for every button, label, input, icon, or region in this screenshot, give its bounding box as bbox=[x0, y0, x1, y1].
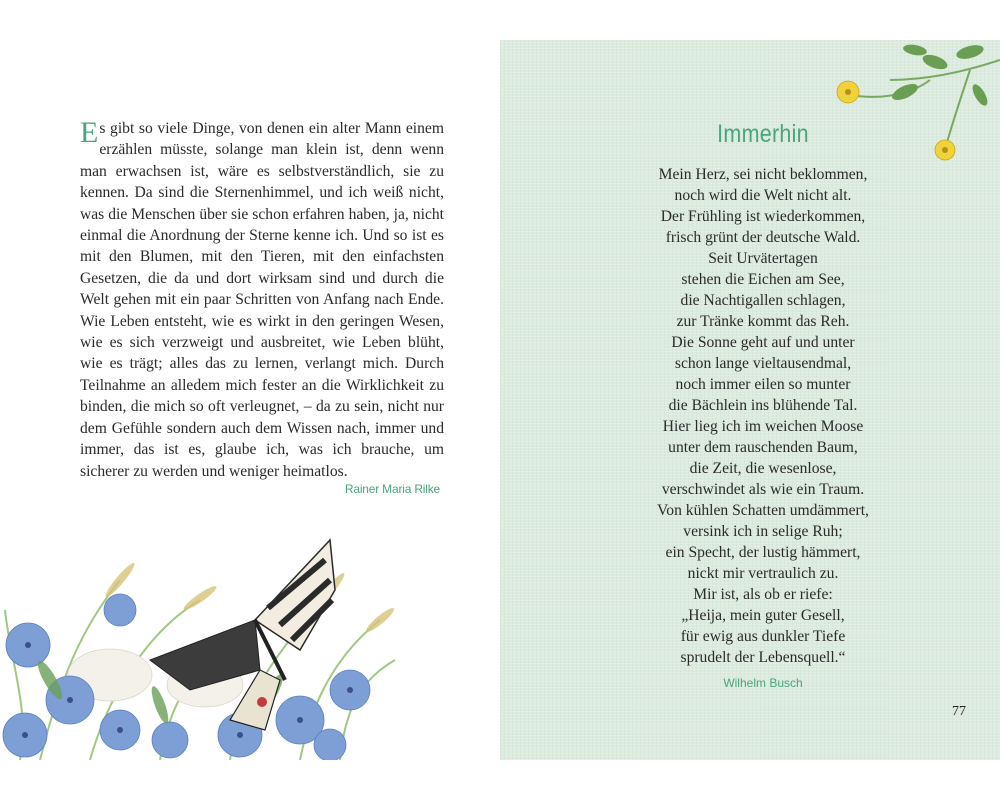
left-page bbox=[0, 40, 500, 760]
page-number: 77 bbox=[952, 704, 966, 719]
poem bbox=[500, 164, 1000, 668]
poem-line: unter dem rauschenden Baum, bbox=[668, 439, 858, 456]
poem-line: noch immer eilen so munter bbox=[675, 376, 851, 393]
poem-line: Der Frühling ist wiederkommen, bbox=[660, 208, 866, 225]
poem-line: noch wird die Welt nicht alt. bbox=[674, 187, 852, 204]
drop-cap: E bbox=[80, 116, 99, 149]
poem-line: Mein Herz, sei nicht beklommen, bbox=[658, 166, 868, 183]
poem-line: nickt mir vertraulich zu. bbox=[687, 565, 839, 582]
poem-line: sprudelt der Lebensquell.“ bbox=[680, 649, 846, 666]
wildflower-butterfly-illustration bbox=[0, 480, 400, 760]
author-rilke: Rainer Maria Rilke bbox=[344, 482, 440, 496]
poem-line: „Heija, mein guter Gesell, bbox=[681, 607, 845, 624]
poem-line: für ewig aus dunkler Tiefe bbox=[680, 628, 846, 645]
poem-line: die Zeit, die wesenlose, bbox=[689, 460, 837, 477]
book-spread bbox=[0, 40, 1000, 760]
poem-line: verschwindet als wie ein Traum. bbox=[661, 481, 865, 498]
poem-title: Immerhin bbox=[717, 120, 809, 148]
buttercup-illustration bbox=[820, 40, 1000, 170]
poem-line: schon lange vieltausendmal, bbox=[674, 355, 852, 372]
poem-line: versink ich in selige Ruh; bbox=[683, 523, 843, 540]
poem-line: Hier lieg ich im weichen Moose bbox=[662, 418, 864, 435]
poem-line: Seit Urvätertagen bbox=[708, 250, 818, 267]
right-page bbox=[500, 40, 1000, 760]
poem-line: Von kühlen Schatten umdämmert, bbox=[657, 502, 869, 519]
poem-line: Die Sonne geht auf und unter bbox=[671, 334, 855, 351]
poem-line: stehen die Eichen am See, bbox=[681, 271, 845, 288]
author-busch: Wilhelm Busch bbox=[723, 676, 803, 690]
poem-line: die Nachtigallen schlagen, bbox=[680, 292, 846, 309]
poem-line: ein Specht, der lustig hämmert, bbox=[665, 544, 861, 561]
poem-line: frisch grünt der deutsche Wald. bbox=[665, 229, 861, 246]
poem-line: zur Tränke kommt das Reh. bbox=[676, 313, 850, 330]
rilke-paragraph bbox=[80, 118, 444, 482]
paragraph-text: s gibt so viele Dinge, von denen ein alter Mann einem erzählen müsste, solange man klein ist, denn wenn man erwachsen ist, wäre es selbstverständlich, sie zu kennen. Da sind die Sternenhimmel, und ich weiß nicht, was die Menschen über sie schon erfahren haben, ja, nicht einmal die Anordnung der Sterne kenne ich. Und so ist es mit den Blumen, mit den Tieren, mit den einfachsten Gesetzen, die da und dort wirksam sind und durch die Welt gehen mit ein paar Schritten von Anfang nach Ende. Wie Leben entsteht, wie es wirkt in den geringen Wesen, wie es sich verzweigt und ausbreitet, wie Leben blüht, wie es trägt; alles das zu lernen, verlangt mich. Durch Teilnahme an alledem mich fester an die Wirklichkeit zu binden, die mich so oft verleugnet, – da zu sein, nicht nur dem Gefühle sondern auch dem Wissen nach, immer und immer, das ist es, glaube ich, was ich brauche, um sicherer zu werden und weniger heimatlos. bbox=[80, 120, 444, 480]
illustrator-signature: MB bbox=[352, 735, 373, 750]
poem-line: Mir ist, als ob er riefe: bbox=[693, 586, 833, 603]
poem-line: die Bächlein ins blühende Tal. bbox=[668, 397, 858, 414]
